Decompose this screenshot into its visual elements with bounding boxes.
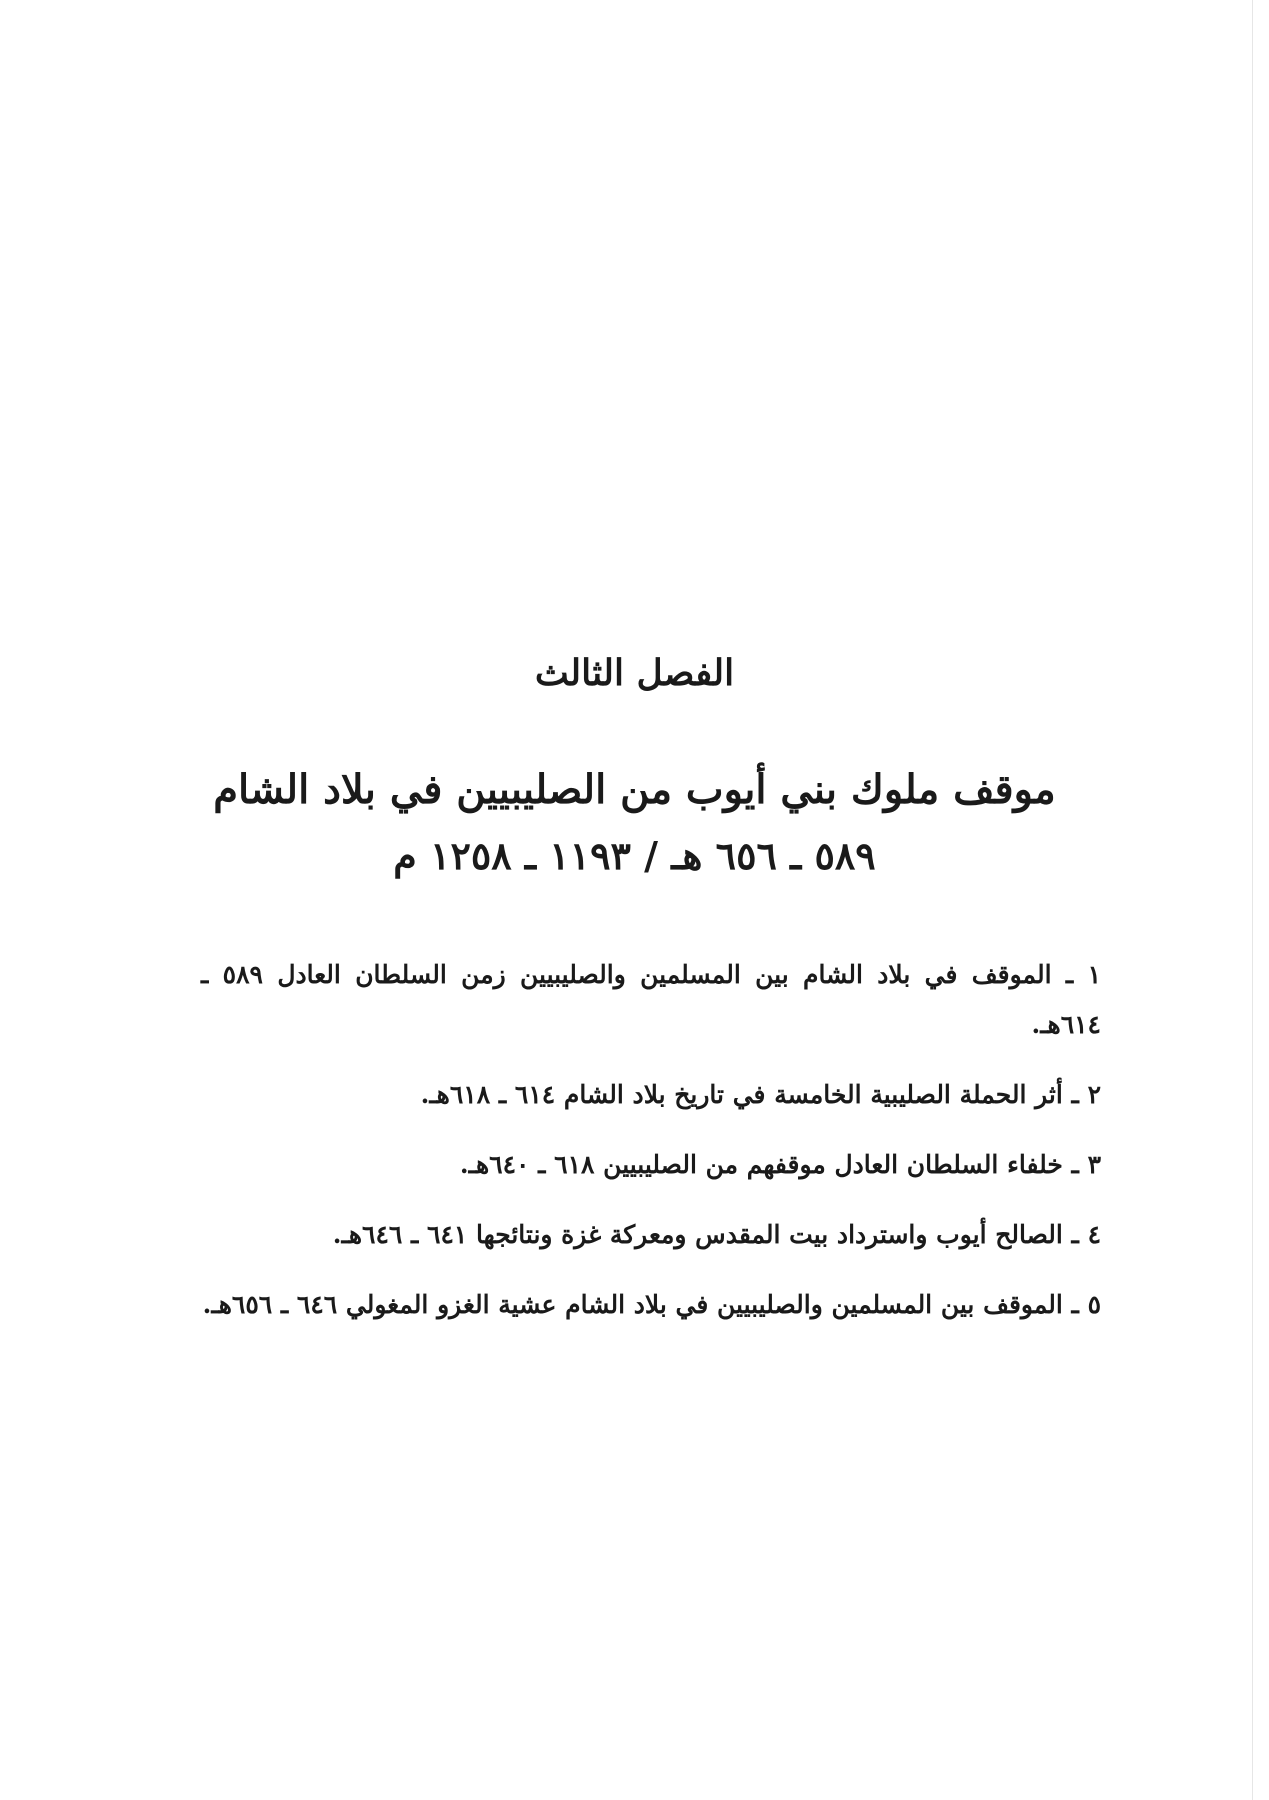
page-edge (1252, 0, 1253, 1800)
contents-item-4: ٤ ـ الصالح أيوب واسترداد بيت المقدس ومعركة غزة ونتائجها ٦٤١ ـ ٦٤٦هـ. (332, 1220, 1101, 1249)
chapter-title: موقف ملوك بني أيوب من الصليبيين في بلاد الشام (213, 766, 1056, 813)
chapter-contents-list (201, 950, 1101, 1350)
contents-item-5: ٥ ـ الموقف بين المسلمين والصليبيين في بلاد الشام عشية الغزو المغولي ٦٤٦ ـ ٦٥٦هـ. (202, 1290, 1101, 1319)
contents-item-2: ٢ ـ أثر الحملة الصليبية الخامسة في تاريخ بلاد الشام ٦١٤ ـ ٦١٨هـ. (420, 1080, 1101, 1109)
contents-item-1: ١ ـ الموقف في بلاد الشام بين المسلمين والصليبيين زمن السلطان العادل ٥٨٩ ـ ٦١٤هـ. (201, 960, 1101, 1039)
chapter-label: الفصل الثالث (534, 652, 735, 694)
contents-item-3: ٣ ـ خلفاء السلطان العادل موقفهم من الصليبيين ٦١٨ ـ ٦٤٠هـ. (459, 1150, 1101, 1179)
chapter-dates: ٥٨٩ ـ ٦٥٦ هـ / ١١٩٣ ـ ١٢٥٨ م (393, 833, 876, 878)
